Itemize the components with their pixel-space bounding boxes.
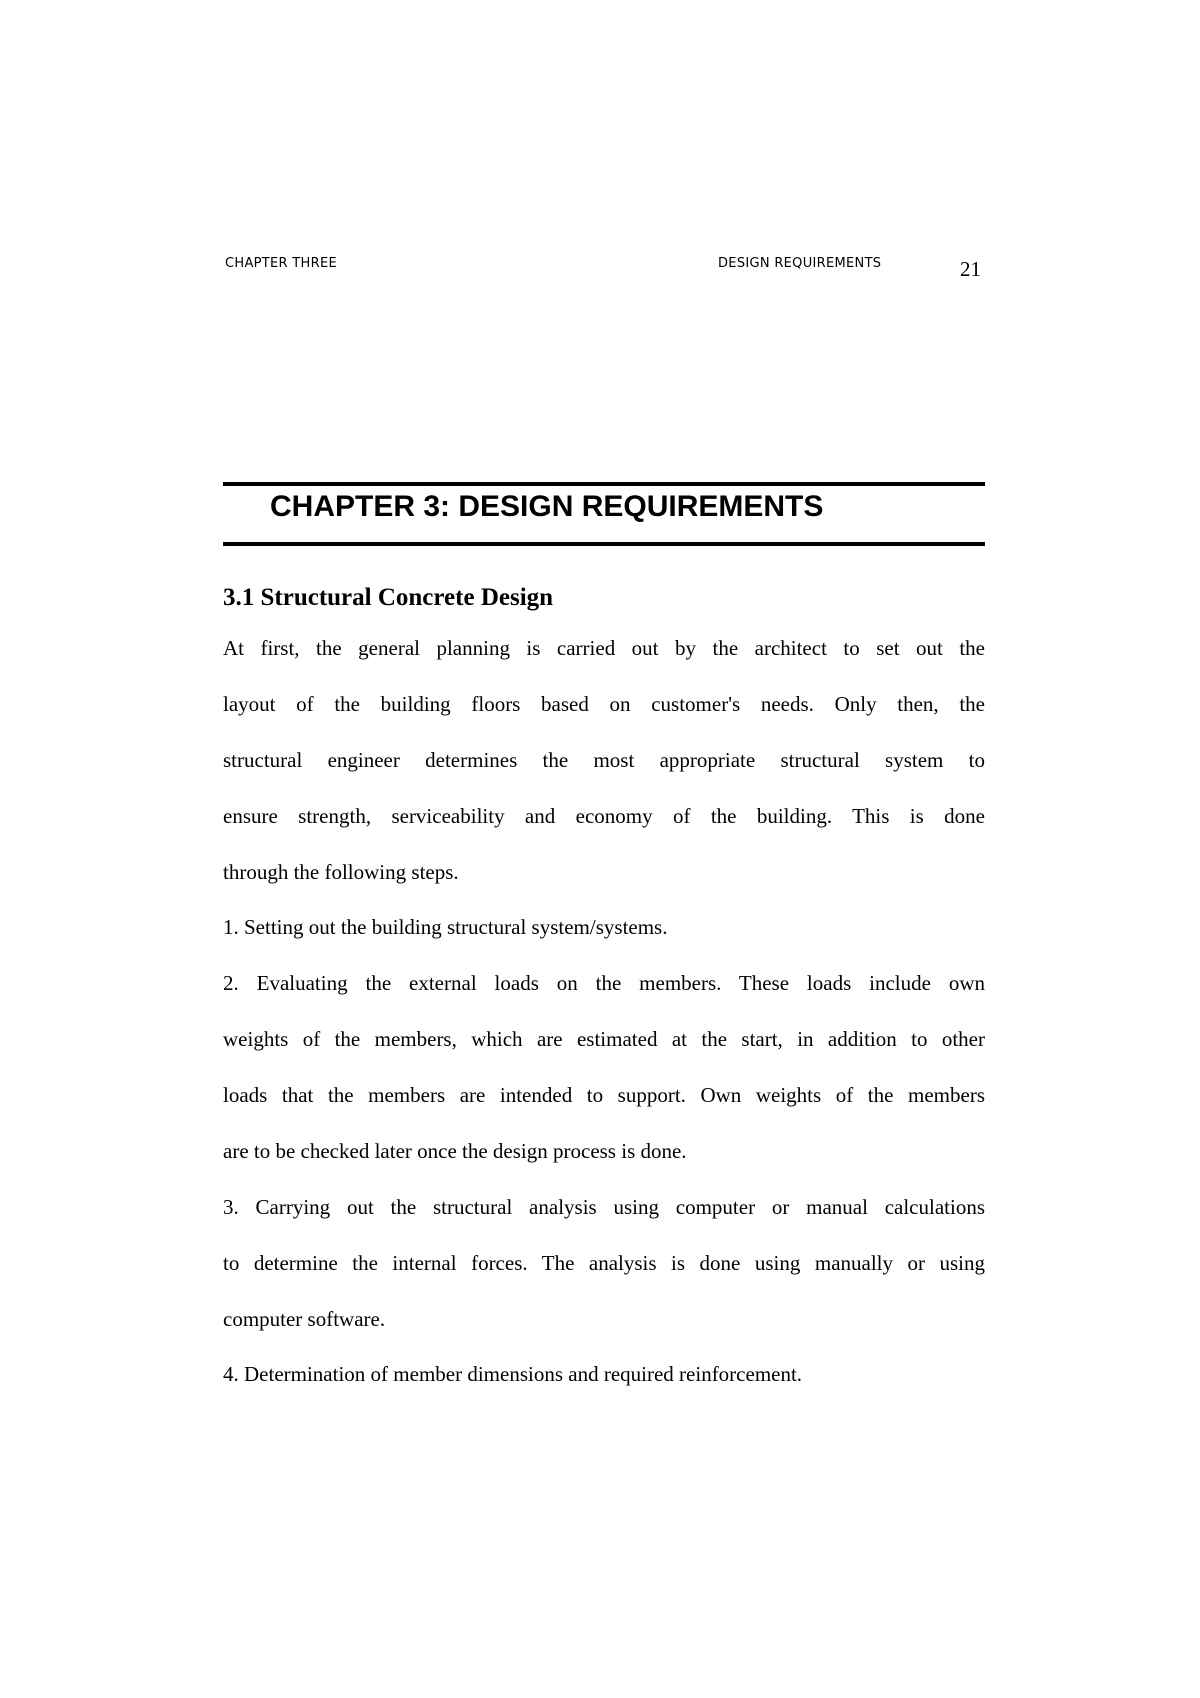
title-rule-top bbox=[223, 482, 985, 486]
paragraph-line: At first, the general planning is carried out by the architect to set out the bbox=[223, 636, 985, 660]
step-3-line: to determine the internal forces. The analysis is done using manually or using bbox=[223, 1251, 985, 1275]
step-3-line: 3. Carrying out the structural analysis using computer or manual calculations bbox=[223, 1195, 985, 1219]
running-head-section: DESIGN REQUIREMENTS bbox=[718, 256, 882, 271]
title-rule-bottom bbox=[223, 542, 985, 546]
step-1-line: 1. Setting out the building structural system/systems. bbox=[223, 915, 668, 939]
paragraph-line: through the following steps. bbox=[223, 860, 459, 884]
step-2-line: 2. Evaluating the external loads on the members. These loads include own bbox=[223, 971, 985, 995]
paragraph-line: structural engineer determines the most appropriate structural system to bbox=[223, 748, 985, 772]
step-2-line: are to be checked later once the design process is done. bbox=[223, 1139, 687, 1163]
step-2-line: weights of the members, which are estimated at the start, in addition to other bbox=[223, 1027, 985, 1051]
step-4-line: 4. Determination of member dimensions and required reinforcement. bbox=[223, 1362, 803, 1386]
paragraph-line: layout of the building floors based on customer's needs. Only then, the bbox=[223, 692, 985, 716]
chapter-title: CHAPTER 3: DESIGN REQUIREMENTS bbox=[270, 490, 824, 523]
page-number: 21 bbox=[960, 257, 981, 281]
step-3-line: computer software. bbox=[223, 1307, 386, 1331]
section-heading: 3.1 Structural Concrete Design bbox=[223, 584, 554, 611]
step-2-line: loads that the members are intended to support. Own weights of the members bbox=[223, 1083, 985, 1107]
paragraph-line: ensure strength, serviceability and economy of the building. This is done bbox=[223, 804, 985, 828]
running-head-chapter: CHAPTER THREE bbox=[225, 256, 337, 271]
